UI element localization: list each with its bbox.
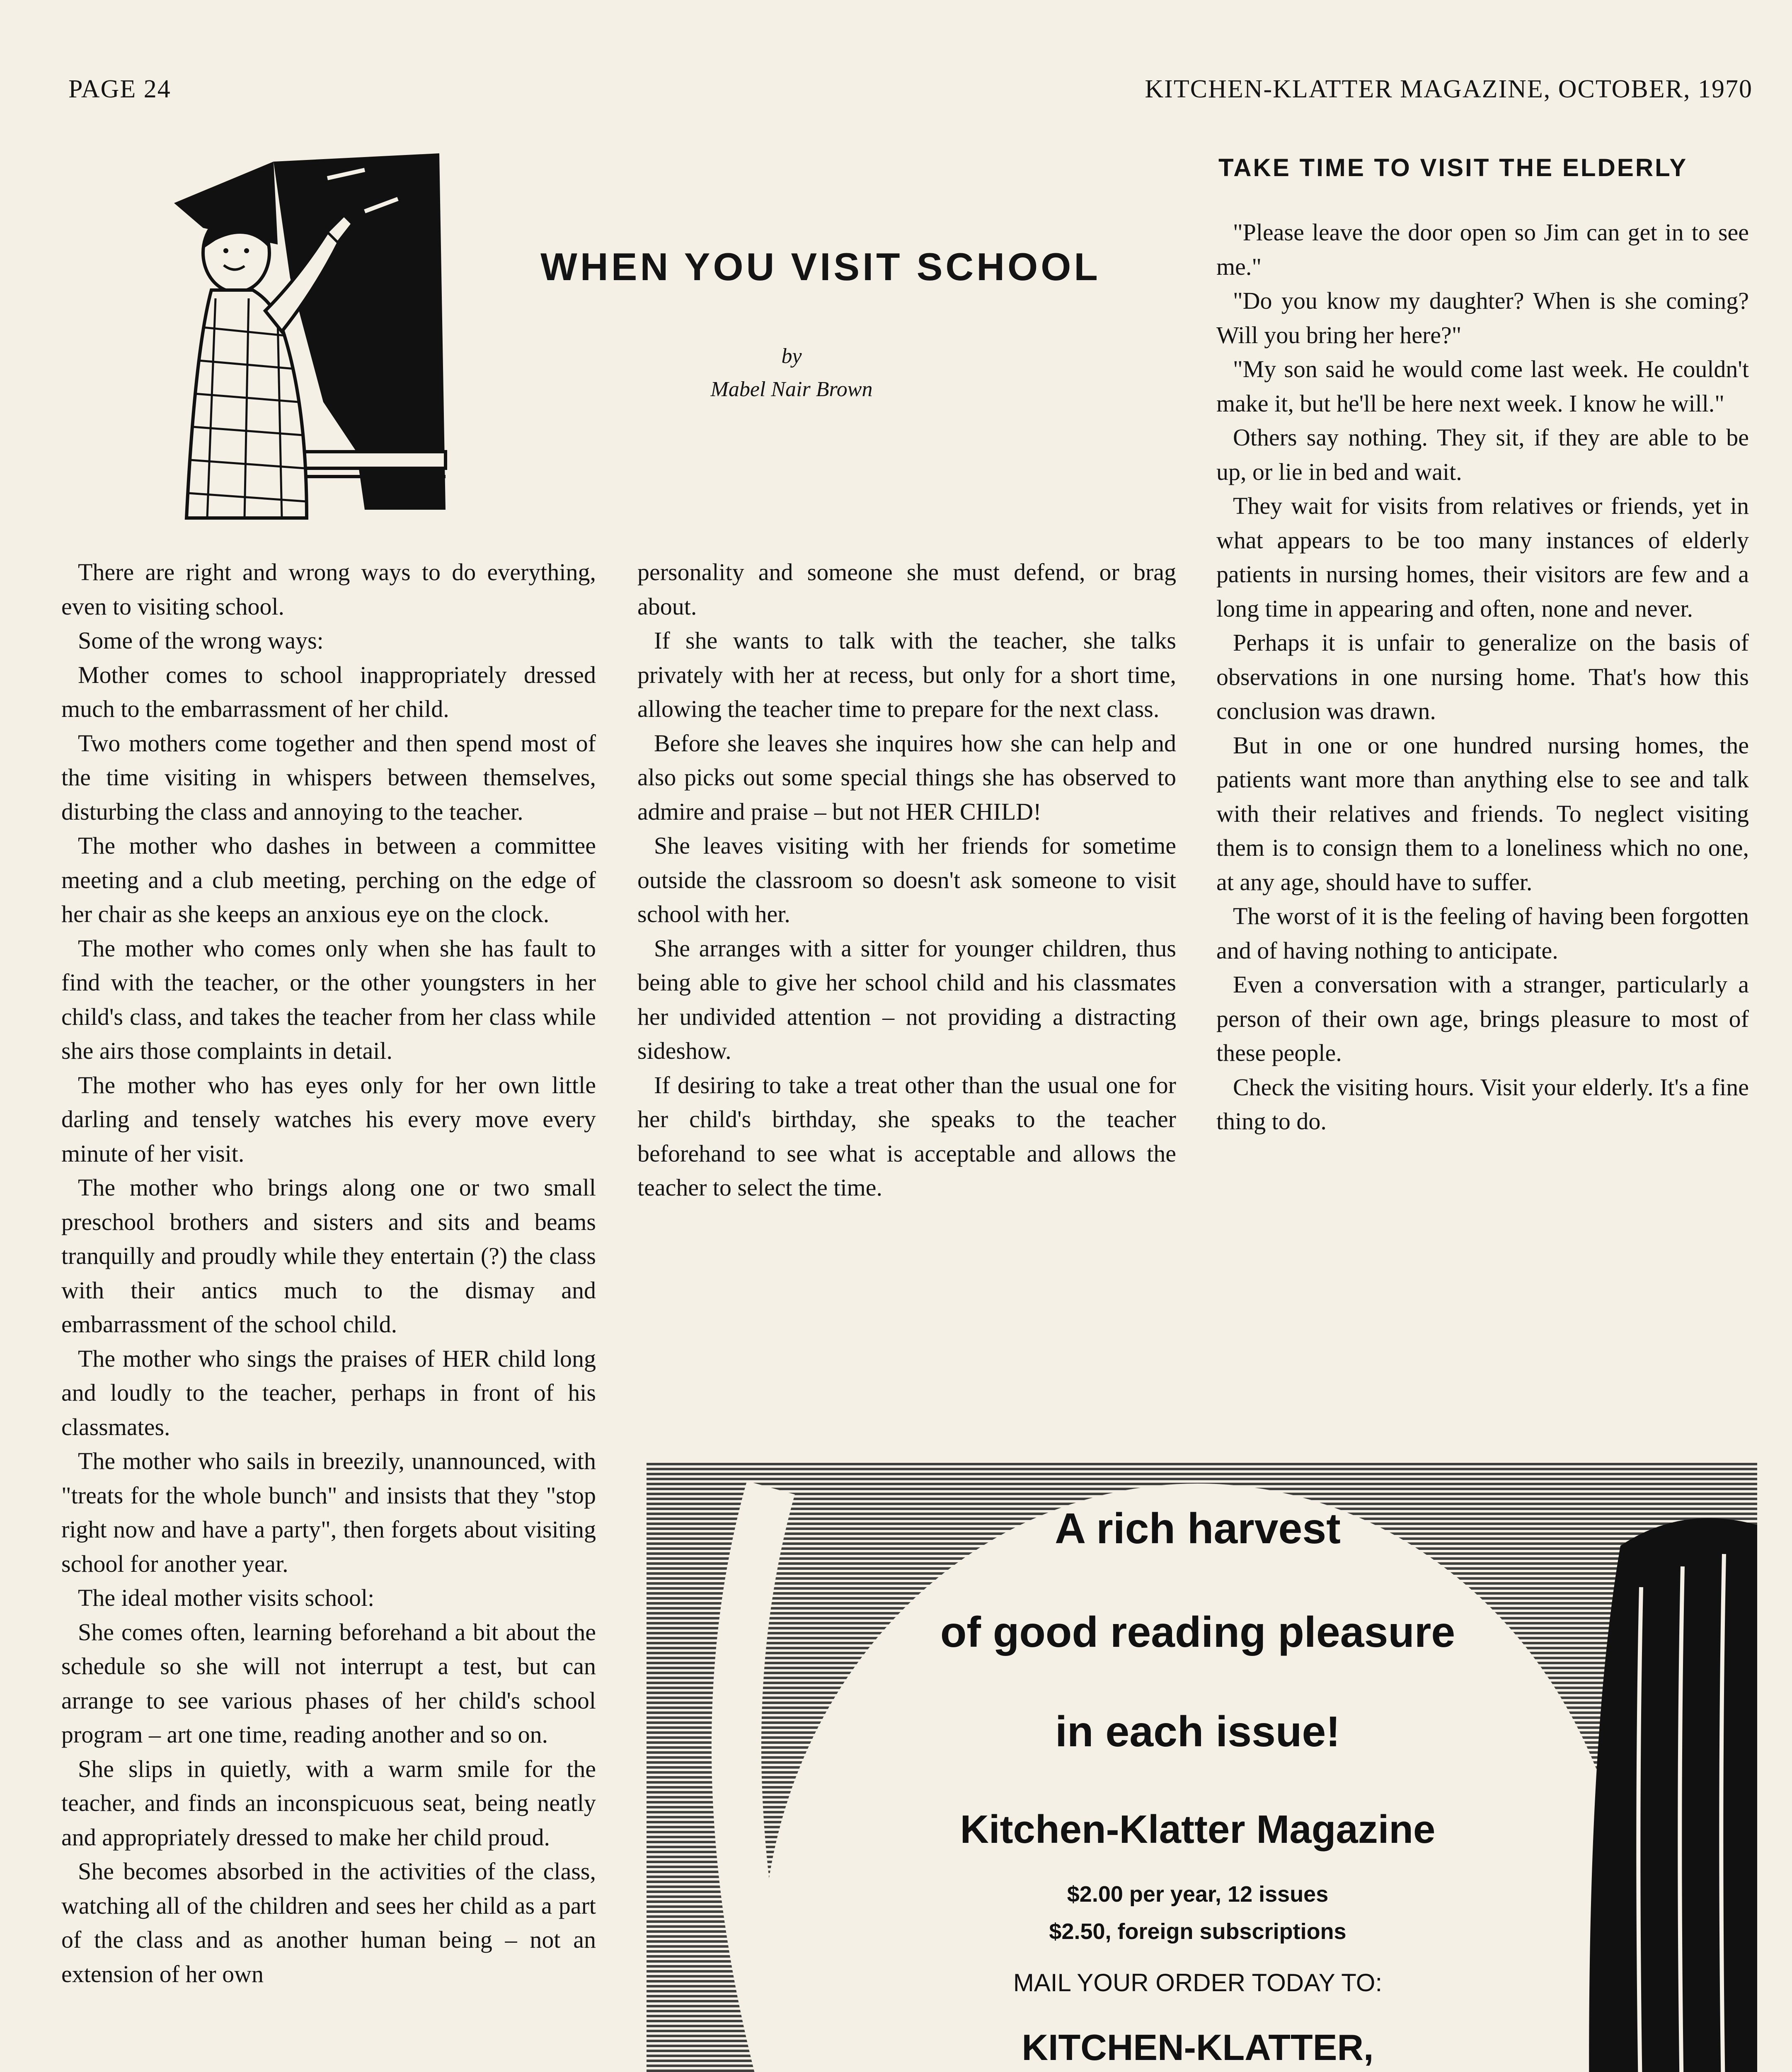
sidebar-column bbox=[1216, 215, 1749, 1139]
ad-price-domestic: $2.00 per year, 12 issues bbox=[1067, 1882, 1329, 1907]
article-column-1 bbox=[61, 555, 596, 1991]
paragraph: personality and someone she must defend, or brag about. bbox=[637, 559, 1176, 620]
paragraph: Before she leaves she inquires how she can help and also picks out some special things she has observed to admire and praise – but not HER CHILD! bbox=[637, 729, 1176, 825]
paragraph: The mother who brings along one or two small preschool brothers and sisters and sits and beams tranquilly and proudly while they entertain (?) the class with their antics much to the dismay and embarrassment of the school child. bbox=[61, 1174, 596, 1338]
ad-headline-1: A rich harvest bbox=[1055, 1505, 1341, 1553]
paragraph: The mother who dashes in between a committee meeting and a club meeting, perching on the edge of her chair as she keeps an anxious eye on the clock. bbox=[61, 832, 596, 927]
subscription-ad bbox=[647, 1463, 1757, 2072]
ad-address-name: KITCHEN-KLATTER, bbox=[1022, 2027, 1374, 2068]
paragraph: There are right and wrong ways to do everything, even to visiting school. bbox=[61, 559, 596, 620]
ad-headline-2: of good reading pleasure bbox=[940, 1608, 1455, 1656]
paragraph: Even a conversation with a stranger, particularly a person of their own age, brings pleasure to most of these people. bbox=[1216, 971, 1749, 1066]
paragraph: She becomes absorbed in the activities of the class, watching all of the children and sees her child as a part of the class and as another human being – not an extension of her own bbox=[61, 1858, 596, 1987]
paragraph: Others say nothing. They sit, if they are able to be up, or lie in bed and wait. bbox=[1216, 424, 1749, 485]
teacher-illustration bbox=[149, 153, 448, 526]
paragraph: If desiring to take a treat other than the usual one for her child's birthday, she speaks to the teacher beforehand to see what is acceptable and allows the teacher to select the time. bbox=[637, 1071, 1176, 1201]
paragraph: The mother who has eyes only for her own little darling and tensely watches his every move every minute of her visit. bbox=[61, 1071, 596, 1167]
ad-price-foreign: $2.50, foreign subscriptions bbox=[1049, 1919, 1346, 1944]
paragraph: The mother who comes only when she has fault to find with the teacher, or the other youngsters in her child's class, and takes the teacher from her class while she airs those complaints in detail. bbox=[61, 934, 596, 1064]
paragraph: She slips in quietly, with a warm smile for the teacher, and finds an inconspicuous seat, being neatly and appropriately dressed to make her child proud. bbox=[61, 1755, 596, 1851]
paragraph: Some of the wrong ways: bbox=[78, 627, 324, 654]
page-number: PAGE 24 bbox=[68, 75, 171, 103]
paragraph: The mother who sails in breezily, unannounced, with "treats for the whole bunch" and insists that they "stop right now and have a party", then forgets about visiting school for another year. bbox=[61, 1447, 596, 1577]
paragraph: Perhaps it is unfair to generalize on the basis of observations in one nursing home. That's how this conclusion was drawn. bbox=[1216, 629, 1749, 724]
article-column-2 bbox=[637, 555, 1176, 1205]
paragraph: The worst of it is the feeling of having been forgotten and of having nothing to anticipate. bbox=[1216, 903, 1749, 964]
paragraph: "Please leave the door open so Jim can get in to see me." bbox=[1216, 219, 1749, 280]
paragraph: She arranges with a sitter for younger children, thus being able to give her school child and his classmates her undivided attention – not providing a distracting sideshow. bbox=[637, 934, 1176, 1064]
paragraph: Two mothers come together and then spend most of the time visiting in whispers between themselves, disturbing the class and annoying to the teacher. bbox=[61, 729, 596, 825]
byline-by: by bbox=[781, 344, 802, 368]
paragraph: Mother comes to school inappropriately dressed much to the embarrassment of her child. bbox=[61, 661, 596, 722]
paragraph: The mother who sings the praises of HER child long and loudly to the teacher, perhaps in front of his classmates. bbox=[61, 1345, 596, 1440]
article-title: WHEN YOU VISIT SCHOOL bbox=[540, 245, 1101, 288]
paragraph: She comes often, learning beforehand a bit about the schedule so she will not interrupt a test, but can arrange to see various phases of her child's school program – art one time, reading another and so on. bbox=[61, 1618, 596, 1748]
paragraph: But in one or one hundred nursing homes, the patients want more than anything else to see and talk with their relatives and friends. To neglect visiting them is to consign them to a loneliness which no one, at any age, should have to suffer. bbox=[1216, 731, 1749, 896]
masthead: KITCHEN-KLATTER MAGAZINE, OCTOBER, 1970 bbox=[1145, 75, 1753, 103]
ad-headline-3: in each issue! bbox=[1055, 1708, 1340, 1756]
paragraph: "My son said he would come last week. He couldn't make it, but he'll be here next week. I know he will." bbox=[1216, 356, 1749, 417]
paragraph: She leaves visiting with her friends for sometime outside the classroom so doesn't ask someone to visit school with her. bbox=[637, 832, 1176, 927]
ad-call-to-action: MAIL YOUR ORDER TODAY TO: bbox=[1013, 1969, 1383, 1997]
paragraph: Check the visiting hours. Visit your elderly. It's a fine thing to do. bbox=[1216, 1073, 1749, 1135]
byline-author: Mabel Nair Brown bbox=[710, 378, 873, 401]
paragraph: They wait for visits from relatives or friends, yet in what appears to be too many instances of elderly patients in nursing homes, their visitors are few and a long time in appearing and often, none and never. bbox=[1216, 492, 1749, 622]
paragraph: "Do you know my daughter? When is she coming? Will you bring her here?" bbox=[1216, 287, 1749, 349]
ad-magazine-name: Kitchen-Klatter Magazine bbox=[960, 1807, 1436, 1852]
paragraph: If she wants to talk with the teacher, she talks privately with her at recess, but only for a short time, allowing the teacher time to prepare for the next class. bbox=[637, 627, 1176, 722]
sidebar-title: TAKE TIME TO VISIT THE ELDERLY bbox=[1218, 154, 1688, 182]
paragraph: The ideal mother visits school: bbox=[78, 1584, 375, 1611]
